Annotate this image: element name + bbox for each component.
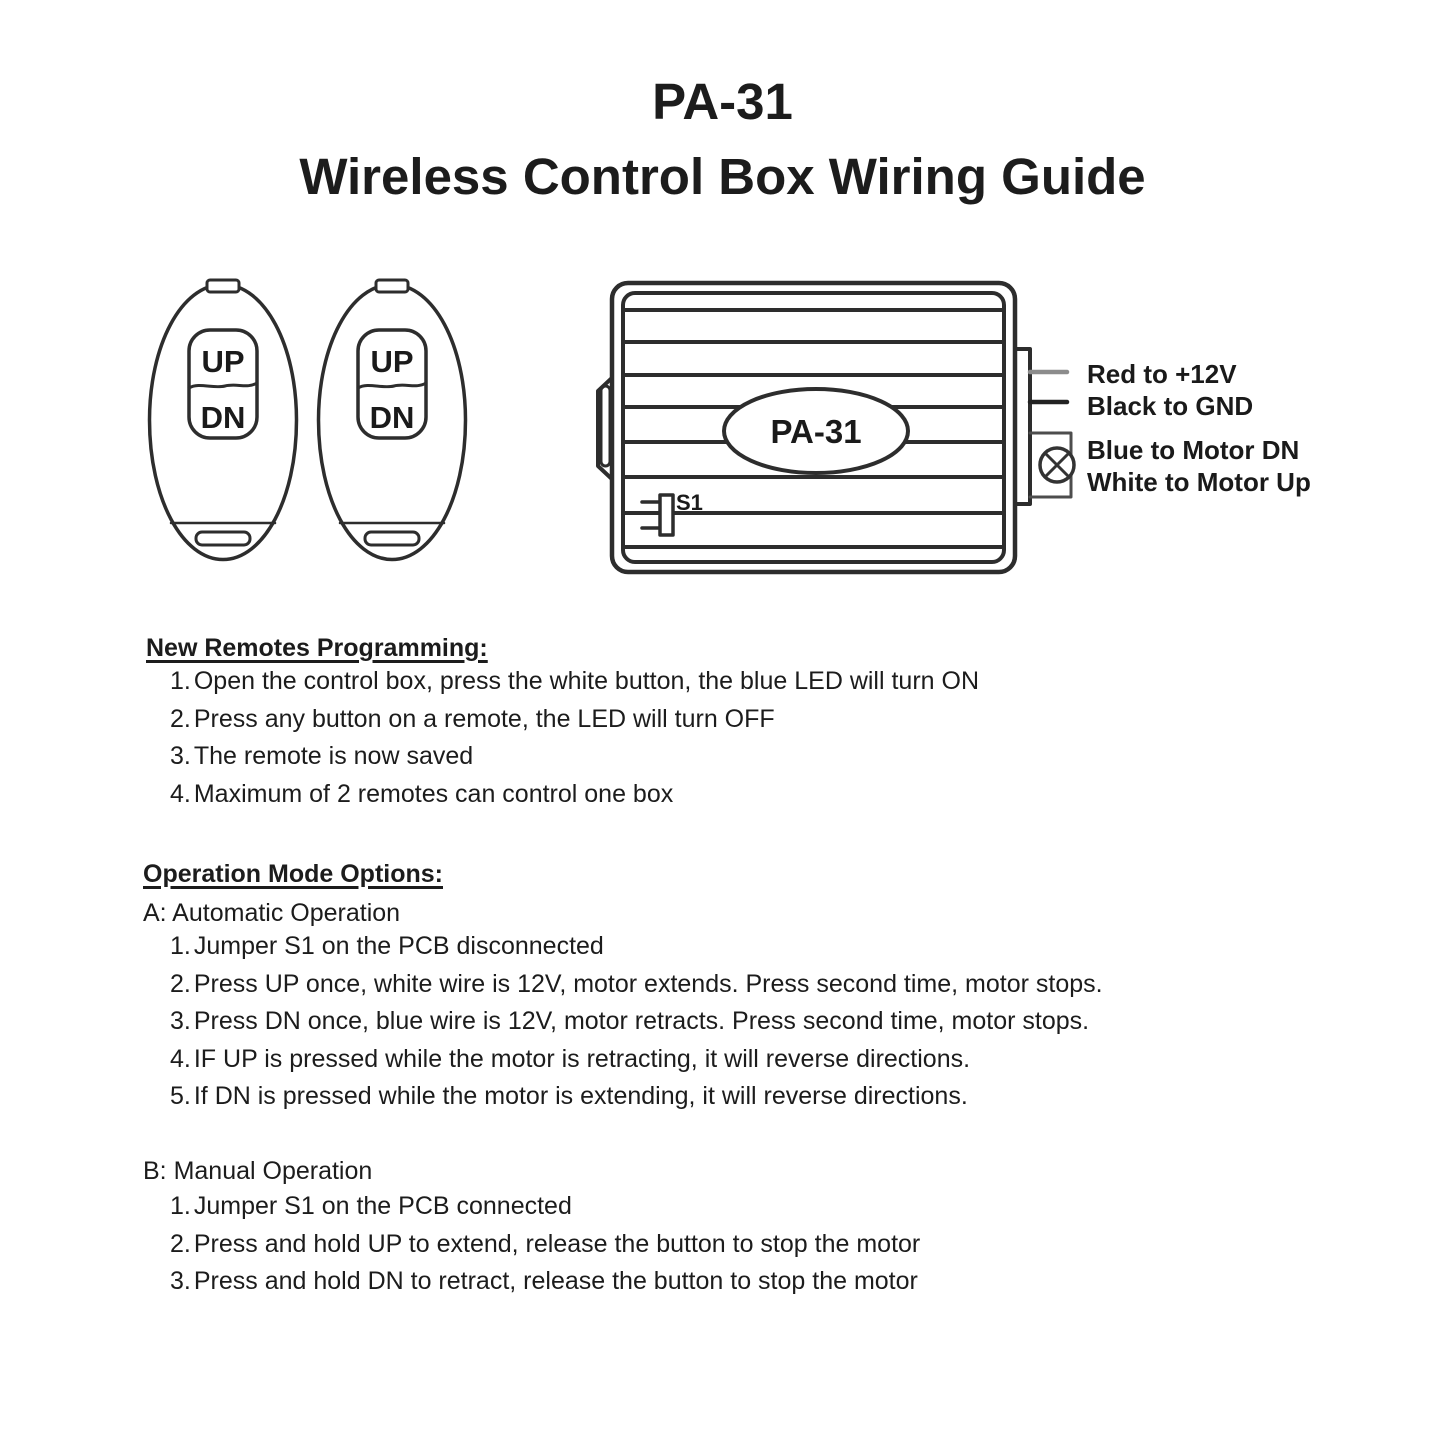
list-item [170,701,979,739]
dn-button-label: DN [200,400,246,435]
list-item [170,928,1103,966]
s1-label: S1 [676,490,703,515]
list-item [170,1041,1103,1079]
list-item-text: If DN is pressed while the motor is extending, it will reverse directions. [193,1082,968,1110]
list-item-number: 2. [170,1229,191,1258]
programming-steps [146,663,979,813]
bottom-slot [196,532,250,545]
list-item-text: Press DN once, blue wire is 12V, motor retracts. Press second time, motor stops. [193,1007,1090,1035]
list-item-number: 5. [170,1082,191,1110]
list-item [170,1263,920,1301]
up-button-label: UP [201,344,245,379]
list-item [170,663,979,701]
list-item-number: 4. [170,1044,191,1073]
model-label: PA-31 [770,413,862,450]
list-item-text: IF UP is pressed while the motor is retracting, it will reverse directions. [193,1044,971,1073]
manual-operation-label: B: Manual Operation [143,1157,373,1185]
motor-symbol [1040,448,1074,482]
list-item-number: 2. [170,704,191,733]
page-subtitle: Wireless Control Box Wiring Guide [299,148,1146,205]
up-button-label: UP [370,344,414,379]
list-item-number: 1. [170,1192,191,1220]
automatic-operation-steps [146,928,1103,1116]
manual-operation-steps [146,1188,920,1301]
remote-1 [150,280,297,560]
wiring-diagram [0,0,1445,630]
list-item-text: Maximum of 2 remotes can control one box [193,779,674,808]
automatic-operation-label: A: Automatic Operation [143,899,401,927]
jumper-body [660,495,673,535]
black-wire-label: Black to GND [1087,391,1254,421]
bottom-slot [365,532,419,545]
white-wire-label: White to Motor Up [1087,467,1311,497]
remote-2 [319,280,466,560]
list-item [170,1226,920,1264]
list-item [170,776,979,814]
list-item-number: 1. [170,932,191,960]
page-title: PA-31 [652,73,793,130]
blue-wire-label: Blue to Motor DN [1087,435,1300,465]
list-item-text: Press any button on a remote, the LED will turn OFF [193,704,775,733]
control-box [598,283,1030,572]
list-item-text: Jumper S1 on the PCB disconnected [193,932,604,960]
keyring-slot [207,280,239,292]
list-item-text: Press and hold DN to retract, release the button to stop the motor [193,1267,918,1295]
list-item-number: 3. [170,742,191,770]
list-item [170,1078,1103,1116]
red-wire-label: Red to +12V [1087,359,1237,389]
list-item-number: 4. [170,779,191,808]
list-item-number: 2. [170,969,191,998]
dn-button-label: DN [369,400,415,435]
operation-heading: Operation Mode Options: [143,860,443,888]
list-item-number: 1. [170,667,191,695]
list-item-text: Open the control box, press the white button, the blue LED will turn ON [193,667,980,695]
list-item-text: Press UP once, white wire is 12V, motor extends. Press second time, motor stops. [193,969,1103,998]
programming-heading: New Remotes Programming: [146,634,488,662]
list-item [170,738,979,776]
list-item-text: Press and hold UP to extend, release the button to stop the motor [193,1229,921,1258]
button-divider [189,383,257,388]
list-item-text: The remote is now saved [193,742,474,770]
list-item [170,1003,1103,1041]
button-divider [358,383,426,388]
list-item [170,966,1103,1004]
keyring-slot [376,280,408,292]
list-item-number: 3. [170,1267,191,1295]
list-item-number: 3. [170,1007,191,1035]
list-item-text: Jumper S1 on the PCB connected [193,1192,572,1220]
list-item [170,1188,920,1226]
